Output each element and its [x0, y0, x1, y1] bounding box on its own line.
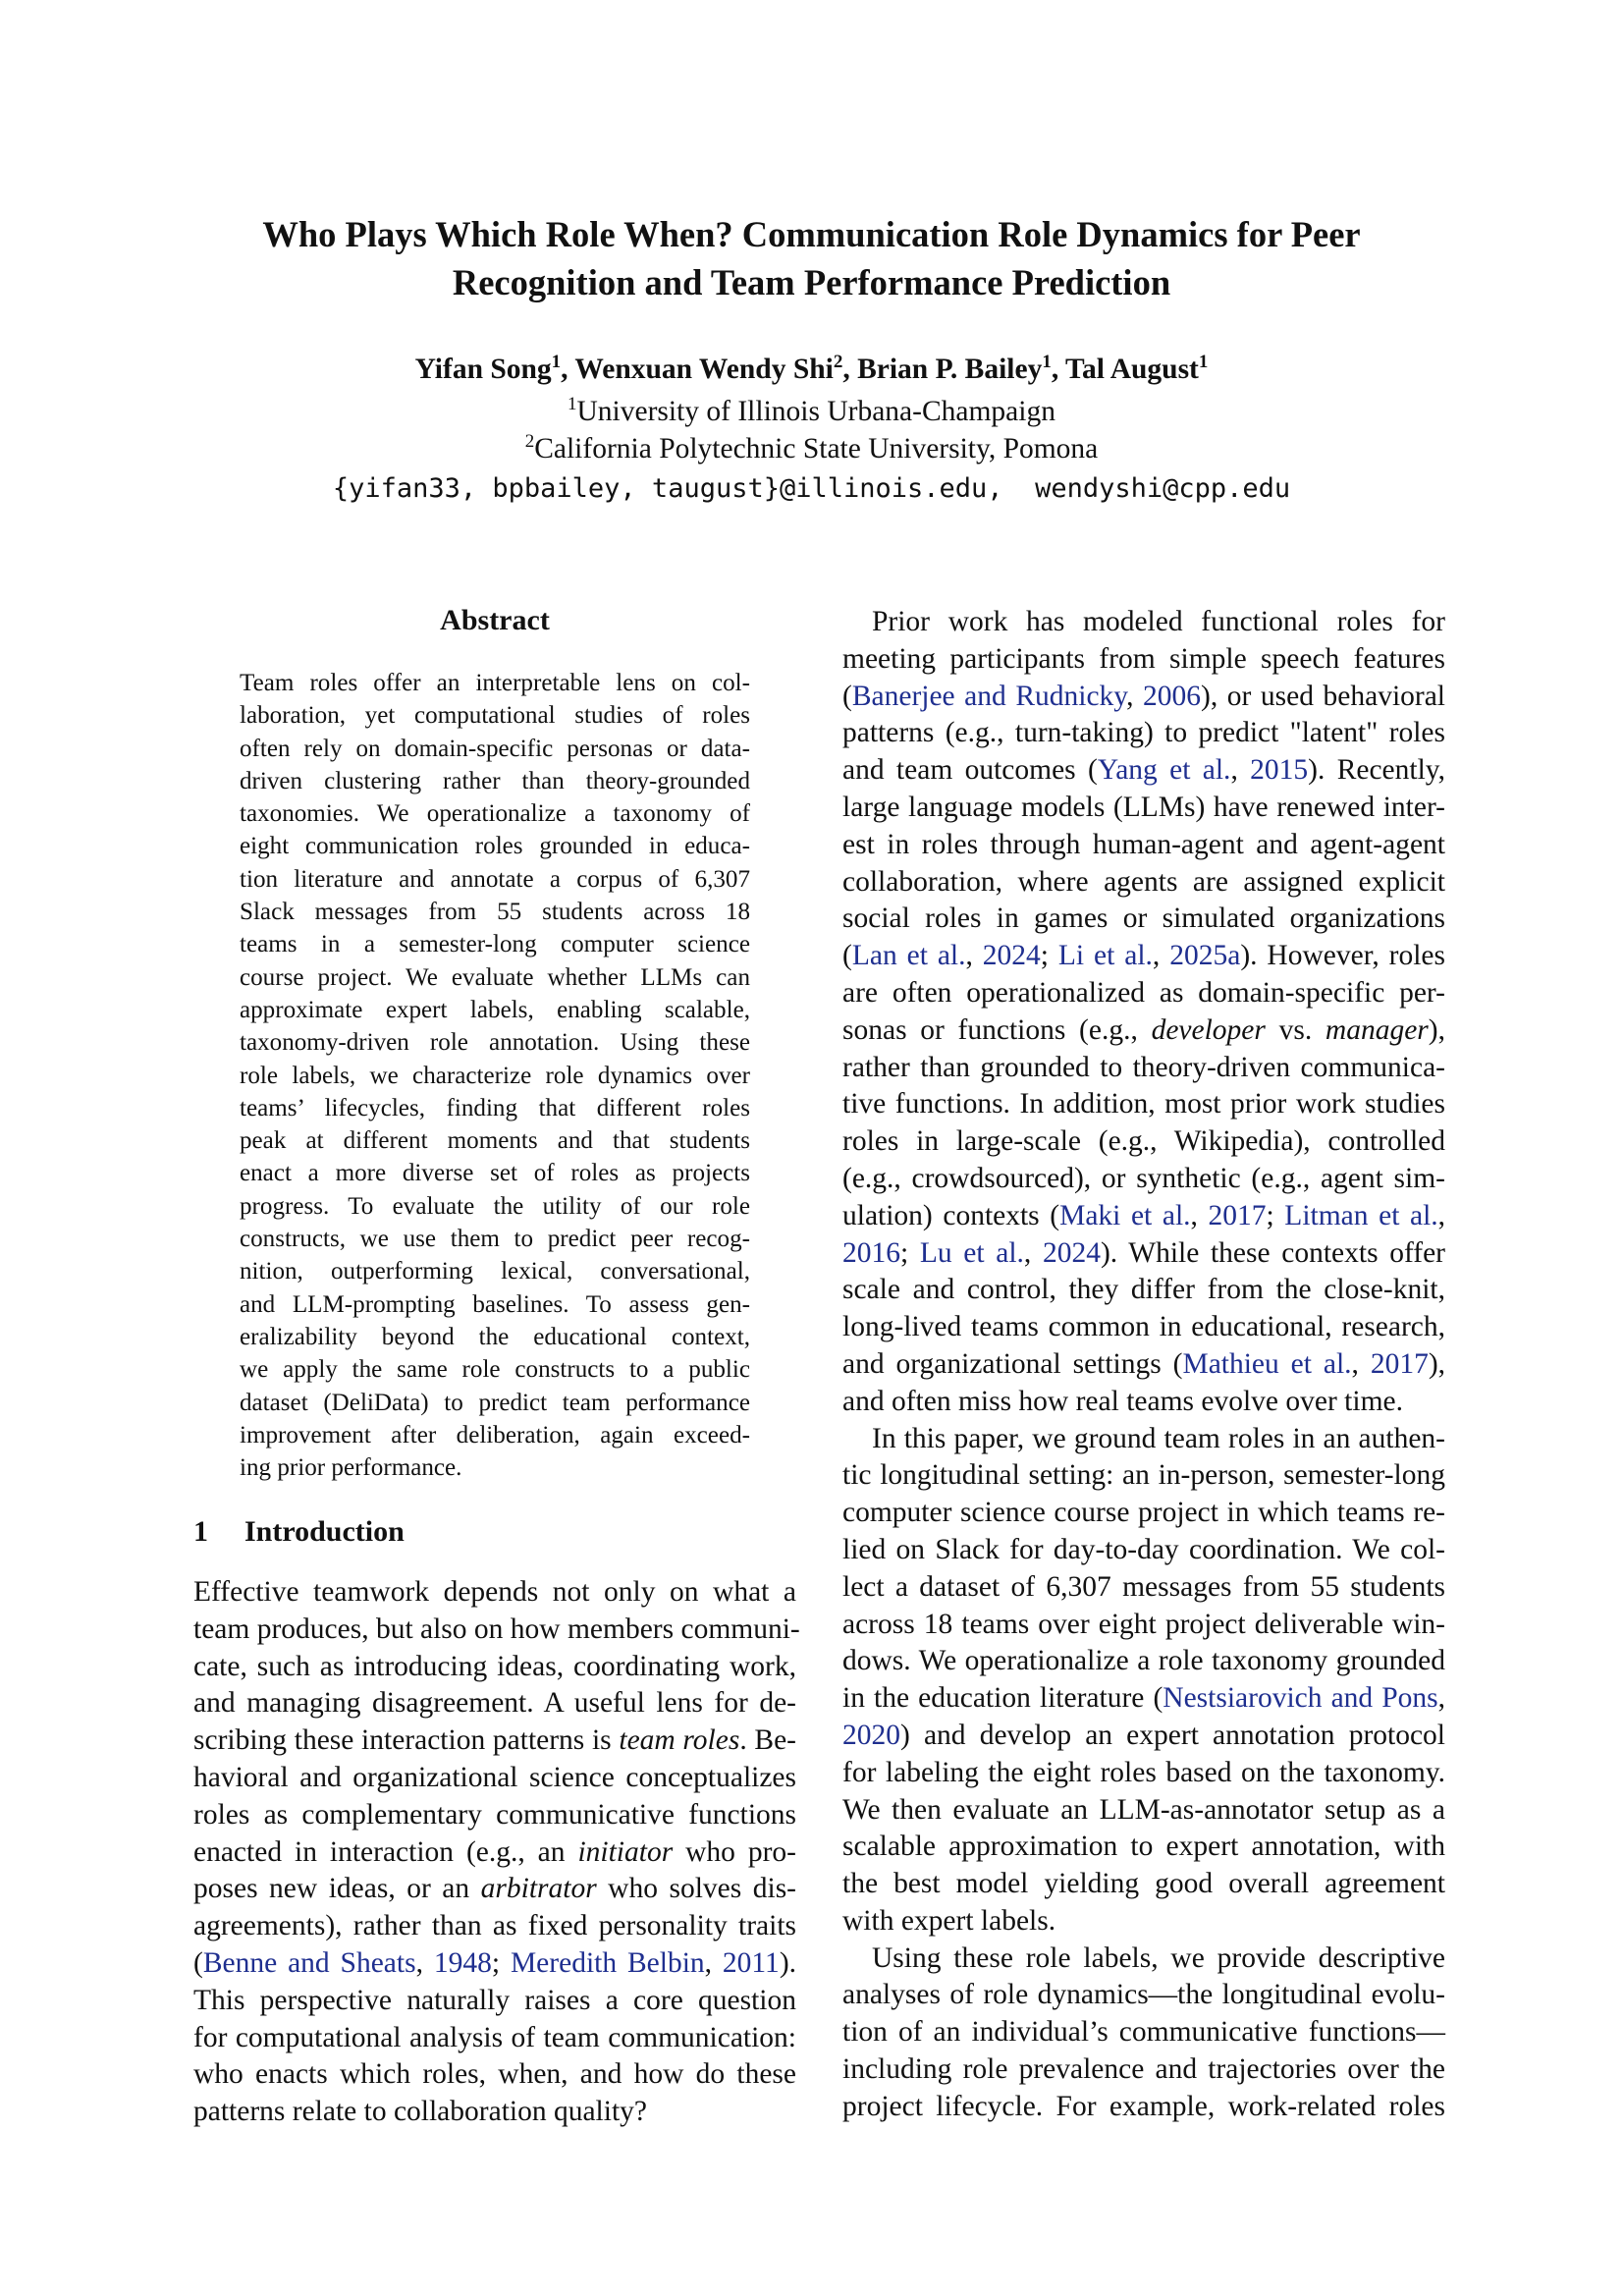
text-line — [842, 1384, 1445, 1421]
text-line — [193, 1574, 796, 1612]
emphasis-term: manager — [1325, 1013, 1429, 1046]
role-analysis-paragraph — [842, 1941, 1445, 2126]
text-run: We then evaluate an LLM-as-annotator setup as a — [842, 1793, 1445, 1826]
abstract-line: ing prior performance. — [240, 1454, 462, 1482]
text-line — [842, 1123, 1445, 1161]
text-run: roles as complementary communicative functions — [193, 1798, 796, 1831]
text-run: , — [965, 940, 983, 972]
text-run: ). While these contexts offer — [1100, 1236, 1446, 1269]
emphasis-term: team roles — [619, 1724, 740, 1757]
text-run: cate, such as introducing ideas, coordinating work, — [193, 1650, 796, 1682]
text-line — [842, 1272, 1445, 1309]
title-line-1: Who Plays Which Role When? Communication Role Dynamics for Peer — [262, 214, 1361, 254]
author-name: Tal August — [1065, 354, 1199, 385]
text-run: ulation) contexts ( — [842, 1199, 1060, 1231]
abstract-line: approximate expert labels, enabling scalable, — [240, 996, 750, 1023]
text-run: team produces, but also on how members communi- — [193, 1613, 800, 1645]
text-line — [842, 715, 1445, 752]
citation-link[interactable]: Banerjee and Rudnicky — [851, 680, 1127, 712]
text-line — [842, 1829, 1445, 1866]
text-run: Effective teamwork depends not only on what a — [193, 1576, 796, 1608]
text-run: and managing disagreement. A useful lens for de- — [193, 1687, 796, 1720]
text-line — [842, 1755, 1445, 1792]
abstract-line: role labels, we characterize role dynamics over — [240, 1062, 750, 1089]
abstract-line: taxonomy-driven role annotation. Using these — [240, 1029, 750, 1057]
citation-link[interactable]: 2024 — [982, 940, 1041, 972]
text-line — [193, 1908, 796, 1945]
text-line — [842, 1607, 1445, 1644]
text-run: lied on Slack for day-to-day coordination. We col- — [842, 1533, 1445, 1565]
abstract-line: tion literature and annotate a corpus of 6,307 — [240, 865, 750, 893]
text-run: scale and control, they differ from the close-knit, — [842, 1274, 1445, 1306]
text-line — [193, 2094, 796, 2131]
affiliation-1 — [147, 393, 1476, 434]
text-run: est in roles through human-agent and agent-agent — [842, 828, 1445, 860]
text-run: long-lived teams common in educational, research, — [842, 1311, 1445, 1343]
text-line — [193, 2056, 796, 2094]
abstract-line: dataset (DeliData) to predict team performance — [240, 1389, 750, 1416]
text-run: who solves dis- — [596, 1873, 796, 1905]
text-line — [193, 1685, 796, 1722]
paper-setting-paragraph — [842, 1421, 1445, 1941]
citation-link[interactable]: 2017 — [1208, 1199, 1267, 1231]
abstract-line: eight communication roles grounded in educa- — [240, 833, 750, 860]
text-run: ), — [1428, 1347, 1446, 1380]
affiliation-name: University of Illinois Urbana-Champaign — [576, 396, 1055, 427]
author-affiliation-mark: 2 — [833, 352, 843, 372]
author-name: Wenxuan Wendy Shi — [574, 354, 834, 385]
abstract-line: peak at different moments and that students — [240, 1127, 750, 1155]
text-line — [842, 2014, 1445, 2051]
text-run: vs. — [1265, 1013, 1325, 1046]
abstract-line: improvement after deliberation, again exceed- — [240, 1421, 750, 1449]
related-work-paragraph — [842, 604, 1445, 1421]
text-run: across 18 teams over eight project deliverable win- — [842, 1608, 1445, 1640]
text-run: and team outcomes ( — [842, 754, 1098, 787]
text-run: ). — [779, 1946, 797, 1979]
abstract-line: driven clustering rather than theory-grounded — [240, 767, 750, 794]
author-name: Yifan Song — [414, 354, 552, 385]
text-run: computer science course project in which teams re- — [842, 1497, 1445, 1529]
author-affiliation-mark: 1 — [1042, 352, 1052, 372]
text-run: for computational analysis of team communication: — [193, 2021, 796, 2053]
introduction-paragraph-1 — [193, 1574, 800, 2131]
text-run: , — [1230, 754, 1251, 787]
text-run: agreements), rather than as fixed personality traits — [193, 1910, 796, 1942]
citation-link[interactable]: Benne and Sheats — [202, 1946, 416, 1979]
text-line — [193, 1760, 796, 1797]
text-line — [842, 2089, 1445, 2126]
affiliation-2 — [147, 430, 1476, 471]
text-run: ; — [900, 1236, 920, 1269]
citation-link[interactable]: 1948 — [433, 1946, 492, 1979]
affiliation-name: California Polytechnic State University, Pomona — [534, 433, 1099, 465]
abstract-line: often rely on domain-specific personas or data- — [240, 735, 750, 762]
text-run: dows. We operationalize a role taxonomy grounded — [842, 1645, 1445, 1677]
text-run: lect a dataset of 6,307 messages from 55 students — [842, 1570, 1445, 1603]
text-run: analyses of role dynamics—the longitudinal evolu- — [842, 1979, 1445, 2011]
text-run: ( — [842, 680, 852, 712]
text-line — [842, 1050, 1445, 1087]
text-run: , — [1152, 940, 1170, 972]
text-line — [193, 1612, 800, 1649]
text-run: who pro- — [673, 1835, 797, 1868]
text-line — [193, 1945, 796, 1983]
text-run: , — [1023, 1236, 1043, 1269]
text-run: , — [1437, 1682, 1446, 1715]
text-line — [842, 1941, 1445, 1978]
text-line — [193, 1649, 796, 1686]
text-run: , — [415, 1946, 434, 1979]
abstract-line: eralizability beyond the educational context, — [240, 1323, 750, 1350]
text-run: project lifecycle. For example, work-related roles — [842, 2090, 1445, 2122]
text-line — [842, 1346, 1445, 1384]
text-line — [842, 1309, 1445, 1346]
text-line — [842, 1643, 1445, 1680]
citation-link[interactable]: 2016 — [842, 1236, 900, 1269]
abstract-line: progress. To evaluate the utility of our role — [240, 1192, 750, 1220]
text-run: are often operationalized as domain-specific per- — [842, 976, 1445, 1009]
citation-link[interactable]: Nestsiarovich and Pons — [1163, 1682, 1438, 1715]
text-line — [842, 1086, 1445, 1123]
text-run: scalable approximation to expert annotation, with — [842, 1831, 1445, 1863]
text-run: , — [1351, 1347, 1371, 1380]
text-run: patterns (e.g., turn-taking) to predict "latent" roles — [842, 717, 1445, 749]
text-line — [842, 975, 1445, 1012]
text-run: collaboration, where agents are assigned explicit — [842, 865, 1445, 898]
abstract-line: Team roles offer an interpretable lens on col- — [240, 670, 750, 696]
paper-title — [147, 210, 1476, 306]
text-run: and organizational settings ( — [842, 1347, 1183, 1380]
abstract-line: and LLM-prompting baselines. To assess gen- — [240, 1290, 750, 1318]
text-line — [193, 1834, 796, 1872]
text-run: for labeling the eight roles based on the taxonomy. — [842, 1756, 1445, 1788]
abstract-line: nition, outperforming lexical, conversational, — [240, 1258, 750, 1285]
text-run: scribing these interaction patterns is — [193, 1724, 620, 1757]
author-affiliation-mark: 1 — [1198, 352, 1209, 372]
title-line-2: Recognition and Team Performance Prediction — [452, 262, 1171, 302]
text-run: sonas or functions (e.g., — [842, 1013, 1152, 1046]
text-line — [842, 679, 1445, 716]
text-run: who enacts which roles, when, and how do these — [193, 2058, 796, 2091]
text-run: tion of an individual’s communicative functions— — [842, 2016, 1445, 2049]
citation-link[interactable]: Mathieu et al. — [1182, 1347, 1352, 1380]
text-run: ). However, roles — [1240, 940, 1446, 972]
text-run: the best model yielding good overall agreement — [842, 1868, 1445, 1900]
text-run: , — [704, 1946, 723, 1979]
text-line — [842, 604, 1445, 641]
text-line — [842, 2051, 1445, 2089]
citation-link[interactable]: 2006 — [1143, 680, 1202, 712]
section-number: 1 — [193, 1515, 208, 1548]
text-line — [193, 1797, 796, 1834]
text-run: tive functions. In addition, most prior work studies — [842, 1088, 1445, 1121]
citation-link[interactable]: 2011 — [722, 1946, 780, 1979]
citation-link[interactable]: Lan et al. — [851, 940, 966, 972]
text-line — [193, 2020, 796, 2057]
text-run: in the education literature ( — [842, 1682, 1163, 1715]
citation-link[interactable]: 2020 — [842, 1719, 900, 1751]
text-run: , — [1437, 1199, 1446, 1231]
text-line — [842, 1866, 1445, 1903]
abstract-heading: Abstract — [440, 604, 550, 636]
abstract-line: laboration, yet computational studies of roles — [240, 702, 750, 730]
text-run: with expert labels. — [842, 1904, 1056, 1937]
text-line — [842, 752, 1445, 790]
text-line — [842, 901, 1445, 938]
text-run: ( — [842, 940, 852, 972]
text-run: , — [1190, 1199, 1209, 1231]
right-column — [842, 604, 1445, 2126]
text-line — [193, 1722, 796, 1760]
emphasis-term: arbitrator — [480, 1873, 597, 1905]
abstract-line: teams in a semester-long computer science — [240, 931, 750, 958]
citation-link[interactable]: 2024 — [1042, 1236, 1101, 1269]
text-line — [842, 1977, 1445, 2014]
text-line — [842, 1457, 1445, 1495]
text-run: Using these role labels, we provide descriptive — [872, 1941, 1445, 1974]
author-list: Yifan Song$^1$, Wenxuan Wendy Shi$^2$, Brian P. Bailey$^1$, Tal August$^1$ — [414, 352, 1209, 385]
text-line — [842, 1012, 1445, 1050]
text-run: ( — [193, 1946, 203, 1979]
text-run: Prior work has modeled functional roles for — [872, 606, 1445, 637]
text-line — [842, 938, 1445, 975]
text-run: tic longitudinal setting: an in-person, semester-long — [842, 1459, 1445, 1492]
text-run: including role prevalence and trajectories over the — [842, 2053, 1445, 2086]
text-run: ; — [491, 1946, 511, 1979]
author-affiliation-mark: 1 — [551, 352, 562, 372]
author-name: Brian P. Bailey — [857, 354, 1043, 385]
text-run: enacted in interaction (e.g., an — [193, 1835, 578, 1868]
text-run: , — [1126, 680, 1144, 712]
text-line — [842, 1903, 1445, 1941]
text-run: ; — [1040, 940, 1058, 972]
abstract-line: taxonomies. We operationalize a taxonomy of — [240, 800, 750, 828]
text-line — [842, 1421, 1445, 1458]
abstract-line: constructs, we use them to predict peer recog- — [240, 1226, 750, 1253]
text-run: roles in large-scale (e.g., Wikipedia), controlled — [842, 1125, 1445, 1158]
affiliation-mark: 1 — [568, 394, 577, 414]
citation-link[interactable]: Lu et al. — [919, 1236, 1024, 1269]
abstract-body — [240, 667, 750, 1484]
citation-link[interactable]: Li et al. — [1057, 940, 1153, 972]
abstract-line: teams’ lifecycles, finding that different roles — [240, 1094, 750, 1121]
citation-link[interactable]: 2017 — [1370, 1347, 1429, 1380]
text-line — [193, 1871, 796, 1908]
section-heading-introduction — [193, 1512, 405, 1552]
text-run: meeting participants from simple speech features — [842, 642, 1445, 675]
text-line — [842, 827, 1445, 864]
text-run: ). Recently, — [1308, 754, 1446, 787]
text-run: ) and develop an expert annotation protocol — [900, 1719, 1445, 1751]
abstract-line: Slack messages from 55 students across 18 — [240, 899, 750, 926]
abstract-line: course project. We evaluate whether LLMs can — [240, 963, 750, 991]
text-line — [842, 1569, 1445, 1607]
text-run: . Be- — [739, 1724, 796, 1757]
text-line — [842, 1235, 1445, 1273]
abstract-line: we apply the same role constructs to a public — [240, 1356, 750, 1384]
text-run: ; — [1266, 1199, 1285, 1231]
text-run: In this paper, we ground team roles in an authen- — [872, 1422, 1445, 1454]
citation-link[interactable]: Yang et al. — [1097, 754, 1231, 787]
abstract-line: enact a more diverse set of roles as projects — [240, 1160, 750, 1187]
text-run: patterns relate to collaboration quality? — [193, 2096, 647, 2128]
citation-link[interactable]: Litman et al. — [1284, 1199, 1438, 1231]
text-line — [842, 1198, 1445, 1235]
text-run: large language models (LLMs) have renewed inter- — [842, 791, 1445, 823]
citation-link[interactable]: Maki et al. — [1059, 1199, 1191, 1231]
text-line — [193, 1983, 796, 2020]
text-line — [842, 1718, 1445, 1755]
text-run: havioral and organizational science conceptualizes — [193, 1761, 796, 1793]
citation-link[interactable]: Meredith Belbin — [510, 1946, 705, 1979]
text-line — [842, 641, 1445, 679]
author-emails: {yifan33, bpbailey, taugust}@illinois.edu, wendyshi@cpp.edu — [332, 473, 1291, 504]
citation-link[interactable]: 2015 — [1250, 754, 1309, 787]
text-line — [842, 790, 1445, 827]
text-run: (e.g., crowdsourced), or synthetic (e.g., agent sim- — [842, 1162, 1445, 1194]
emphasis-term: initiator — [577, 1835, 674, 1868]
text-line — [842, 1495, 1445, 1532]
section-title: Introduction — [244, 1515, 405, 1548]
text-run: ), — [1428, 1013, 1445, 1046]
affiliation-mark: 2 — [524, 431, 535, 452]
text-line — [842, 1680, 1445, 1718]
text-run: and often miss how real teams evolve over time. — [842, 1385, 1403, 1417]
text-run: rather than grounded to theory-driven communica- — [842, 1051, 1445, 1083]
text-run: ), or used behavioral — [1201, 680, 1446, 712]
text-run: This perspective naturally raises a core question — [193, 1984, 796, 2016]
text-run: social roles in games or simulated organizations — [842, 902, 1445, 935]
text-line — [842, 864, 1445, 902]
text-line — [842, 1161, 1445, 1198]
text-line — [842, 1532, 1445, 1569]
text-run: poses new ideas, or an — [193, 1873, 481, 1905]
text-line — [842, 1792, 1445, 1830]
emphasis-term: developer — [1151, 1013, 1266, 1046]
citation-link[interactable]: 2025a — [1169, 940, 1241, 972]
